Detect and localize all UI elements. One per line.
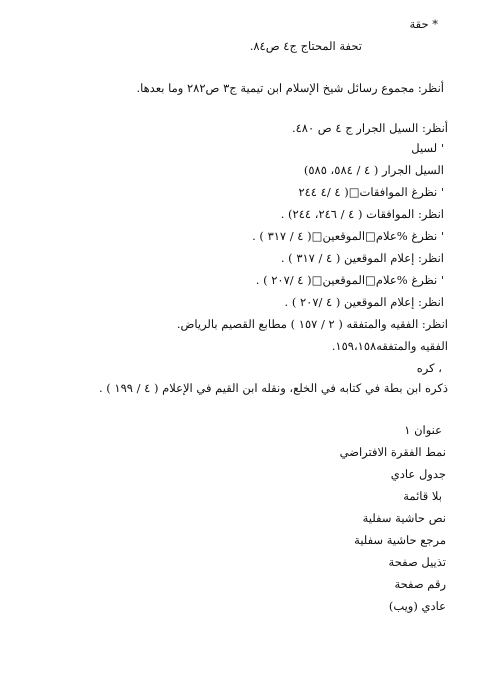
text-line: تذييل صفحة <box>388 555 446 569</box>
text-line: الفقيه والمتفقه١٥٩،١٥٨. <box>331 339 448 353</box>
text-line: ' نظرغ %علام□الموقعين□( ٤ / ٣١٧ ) . <box>252 229 444 243</box>
text-line: انظر: إعلام الموقعين ( ٤ / ٣١٧ ) . <box>280 251 444 265</box>
text-line: ذكره ابن بطة في كتابه في الخلع، ونقله ابن القيم في الإعلام ( ٤ / ١٩٩ ) . <box>98 381 448 395</box>
text-line: ، كره <box>416 361 442 375</box>
text-line: السيل الجرار ( ٤ / ٥٨٤، ٥٨٥) <box>303 163 444 177</box>
text-line: نمط الفقرة الافتراضي <box>339 445 446 459</box>
text-line: أنظر: مجموع رسائل شيخ الإسلام ابن تيمية ج٣ ص٢٨٢ وما بعدها. <box>136 81 444 95</box>
text-line: تحفة المحتاج ج٤ ص٨٤. <box>249 39 362 53</box>
text-line: انظر: الفقيه والمتفقه ( ٢ / ١٥٧ ) مطابع القصيم بالرياض. <box>176 317 448 331</box>
text-line: جدول عادي <box>390 467 446 481</box>
text-line: عنوان ١ <box>404 423 442 437</box>
text-line: رقم صفحة <box>394 577 446 591</box>
text-line: نص حاشية سفلية <box>362 511 446 525</box>
text-line: ' نظرغ الموافقات□( ٤ /٤ ٢٤٤ <box>298 185 444 199</box>
text-line: انظر: الموافقات ( ٤ / ٢٤٦، ٢٤٤) . <box>280 207 444 221</box>
text-line: بلا قائمة <box>403 489 442 503</box>
text-line: ' نظرغ %علام□الموقعين□( ٤ /٢٠٧ ) . <box>255 273 444 287</box>
text-line: ' لسيل <box>411 141 444 155</box>
text-line: * حقة <box>409 17 438 31</box>
text-line: عادي (ويب) <box>388 599 446 613</box>
text-line: انظر: إعلام الموقعين ( ٤ /٢٠٧ ) . <box>284 295 444 309</box>
text-line: أنظر: السيل الجرار ج ٤ ص ٤٨٠. <box>291 121 448 135</box>
text-line: مرجع حاشية سفلية <box>354 533 446 547</box>
